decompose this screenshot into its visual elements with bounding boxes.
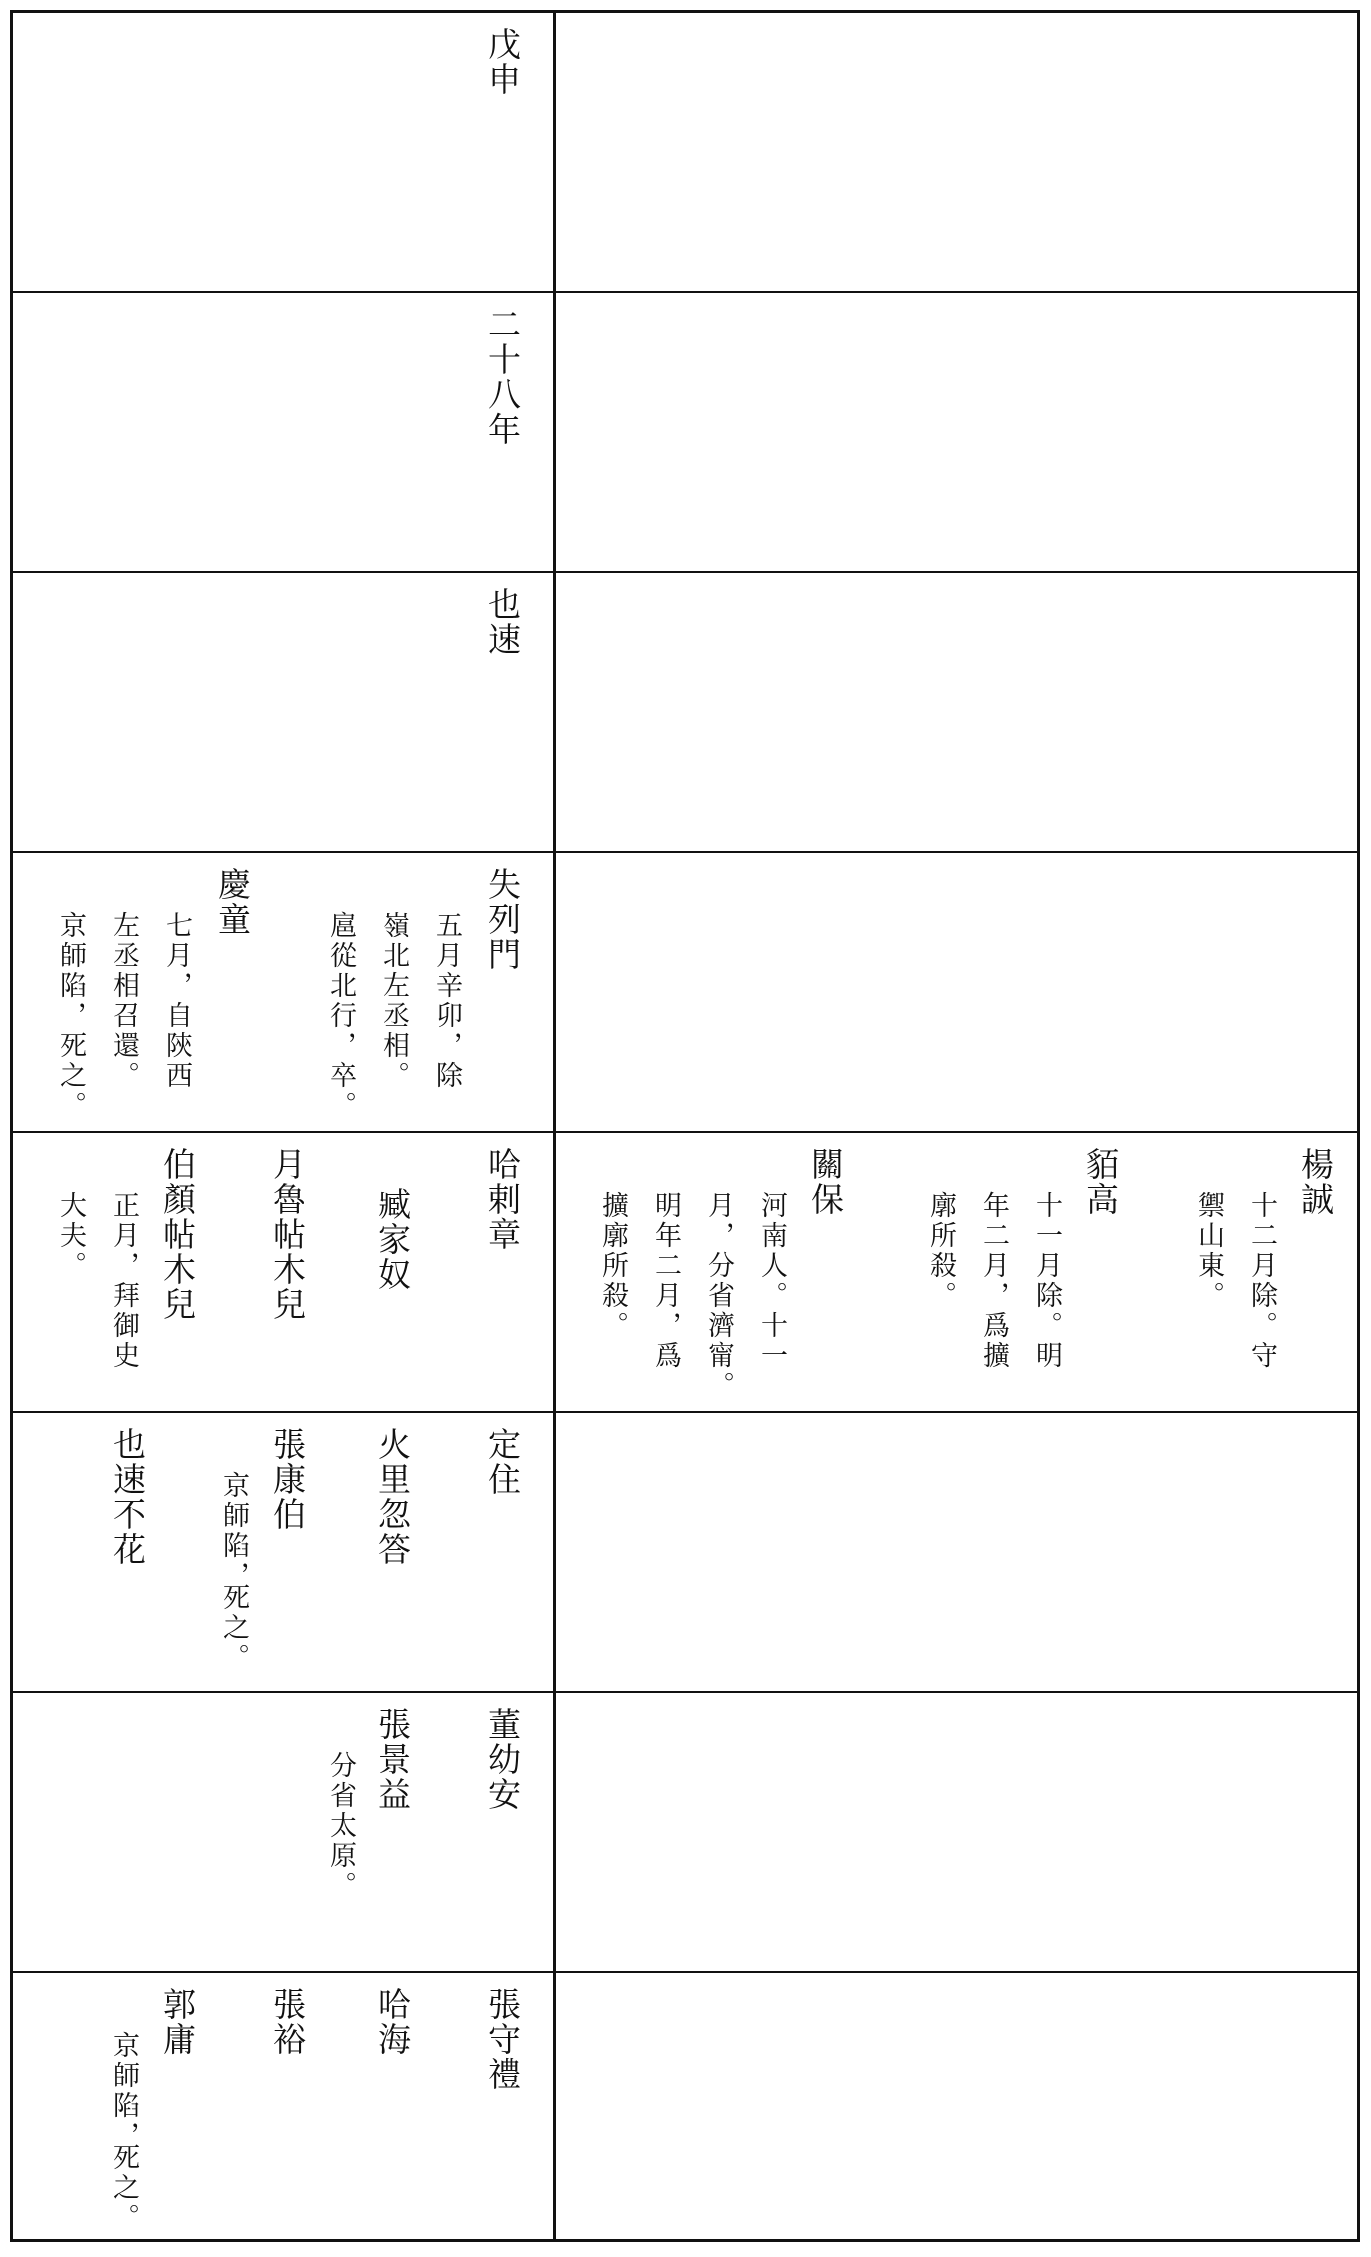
official-name: 伯顏帖木兒	[157, 1147, 197, 1322]
right-column-cell	[556, 13, 1357, 291]
official-name: 哈海	[372, 1987, 412, 2057]
official-note: 正月，拜御史	[108, 1191, 140, 1371]
official-name: 失列門	[482, 867, 522, 972]
left-column-cell	[13, 1973, 556, 2239]
table-row	[13, 13, 1357, 293]
official-name: 也速	[482, 587, 522, 657]
official-note: 扈從北行，卒。	[325, 911, 357, 1121]
official-name: 慶童	[212, 867, 252, 937]
official-note: 七月，自陝西	[161, 911, 193, 1091]
official-note: 左丞相召還。	[108, 911, 140, 1091]
table-row	[13, 293, 1357, 573]
year-label: 二十八年	[482, 307, 522, 447]
chronology-table	[10, 10, 1360, 2242]
official-note: 嶺北左丞相。	[378, 911, 410, 1091]
official-name: 關保	[805, 1147, 845, 1217]
official-note: 禦山東。	[1193, 1191, 1225, 1311]
table-row	[13, 1413, 1357, 1693]
official-name: 臧家奴	[372, 1187, 412, 1292]
official-note: 廓所殺。	[925, 1191, 957, 1311]
official-note: 死之。	[218, 1583, 250, 1673]
official-name: 哈剌章	[482, 1147, 522, 1252]
official-name: 楊誠	[1295, 1147, 1335, 1217]
left-column-cell	[13, 13, 556, 291]
official-note: 十二月除。守	[1246, 1191, 1278, 1371]
official-name: 張守禮	[482, 1987, 522, 2092]
table-row	[13, 573, 1357, 853]
left-column-cell	[13, 1133, 556, 1411]
official-note: 京師陷，	[218, 1471, 250, 1591]
right-column-cell	[556, 293, 1357, 571]
official-note: 死之。	[108, 2143, 140, 2233]
right-column-cell	[556, 573, 1357, 851]
official-name: 貊高	[1080, 1147, 1120, 1217]
left-column-cell	[13, 293, 556, 571]
left-column-cell	[13, 1413, 556, 1691]
official-name: 火里忽答	[372, 1427, 412, 1567]
right-column-cell	[556, 1413, 1357, 1691]
official-note: 年二月，爲擴	[978, 1191, 1010, 1371]
official-note: 五月辛卯，除	[431, 911, 463, 1091]
official-note: 京師陷，	[108, 2031, 140, 2151]
right-column-cell	[556, 1973, 1357, 2239]
official-name: 也速不花	[107, 1427, 147, 1567]
official-name: 郭庸	[157, 1987, 197, 2057]
official-note: 十一月除。明	[1031, 1191, 1063, 1371]
year-label: 戊申	[482, 27, 522, 97]
official-name: 張裕	[267, 1987, 307, 2057]
official-note: 分省太原。	[325, 1751, 357, 1901]
left-column-cell	[13, 1693, 556, 1971]
right-column-cell	[556, 1133, 1357, 1411]
official-name: 月魯帖木兒	[267, 1147, 307, 1322]
table-row	[13, 853, 1357, 1133]
table-row	[13, 1693, 1357, 1973]
right-column-cell	[556, 853, 1357, 1131]
left-column-cell	[13, 573, 556, 851]
official-name: 張康伯	[267, 1427, 307, 1532]
official-name: 定住	[482, 1427, 522, 1497]
table-row	[13, 1133, 1357, 1413]
official-name: 董幼安	[482, 1707, 522, 1812]
official-note: 京師陷，死之。	[55, 911, 87, 1121]
official-note: 擴廓所殺。	[597, 1191, 629, 1341]
official-note: 明年二月，爲	[650, 1191, 682, 1371]
right-column-cell	[556, 1693, 1357, 1971]
official-note: 月，分省濟甯。	[703, 1191, 735, 1401]
official-name: 張景益	[372, 1707, 412, 1812]
table-row	[13, 1973, 1357, 2239]
official-note: 大夫。	[55, 1191, 87, 1281]
official-note: 河南人。十一	[756, 1191, 788, 1371]
left-column-cell	[13, 853, 556, 1131]
